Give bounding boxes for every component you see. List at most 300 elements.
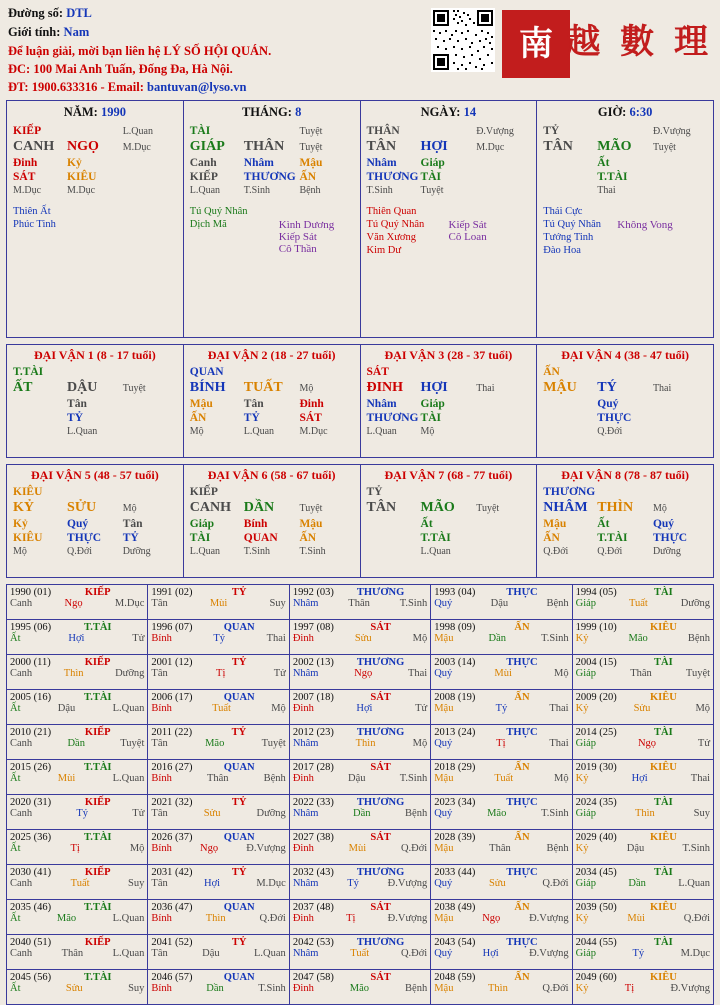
year-stem: Canh (10, 738, 33, 749)
year-fate: L.Quan (112, 948, 145, 959)
year-branch: Mão (349, 983, 370, 994)
year-fate: Tử (132, 808, 145, 819)
year-hidden-star-1: SÁT (13, 171, 36, 183)
year-cell[interactable] (431, 865, 572, 899)
year-fate: Mộ (554, 668, 569, 679)
luck-pillar-2 (184, 345, 361, 457)
year-cell[interactable] (148, 935, 289, 969)
luck-6-fate: Tuyệt (299, 503, 323, 514)
year-label: 2019 (30) (575, 762, 617, 773)
year-star: THƯƠNG (356, 727, 405, 738)
year-star: ẤN (514, 762, 530, 773)
year-branch: Mùi (209, 598, 228, 609)
year-stem: Mậu (434, 703, 454, 714)
year-cell[interactable] (7, 935, 148, 969)
year-star: KIÊU (649, 972, 677, 983)
year-cell[interactable] (148, 830, 289, 864)
month-hidden-star-1: KIẾP (189, 171, 218, 183)
hour-spirit-1: Thái Cực (543, 206, 583, 217)
year-stem: Nhâm (292, 738, 319, 749)
gender-label: Giới tính: (8, 25, 61, 39)
year-label: 2009 (20) (575, 692, 617, 703)
year-fate: Thai (690, 773, 711, 784)
luck-pillar-6 (184, 465, 361, 577)
luck-5-hidden-1: Kỷ (13, 518, 28, 530)
year-cell[interactable] (7, 690, 148, 724)
year-branch: Mùi (494, 668, 512, 679)
year-cell[interactable] (148, 970, 289, 1004)
year-label: 2033 (44) (434, 867, 476, 878)
hour-spirit-3: Tướng Tinh (543, 232, 594, 243)
year-stem: Giáp (575, 598, 597, 609)
luck-8-fate: Mộ (652, 503, 667, 514)
luck-5-sfate-2: Q.Đới (67, 546, 93, 557)
year-branch: Mão (628, 633, 648, 644)
year-branch: Tý (495, 703, 508, 714)
year-branch: Sửu (65, 983, 83, 994)
day-hidden-star-1: THƯƠNG (366, 171, 419, 183)
luck-6-top: KIẾP (189, 486, 218, 498)
year-star: TÀI (654, 587, 673, 598)
month-hidden-3: Mậu (299, 157, 323, 169)
year-label: 2047 (58) (292, 972, 334, 983)
year-stem: Bính (151, 633, 172, 644)
year-cell[interactable] (573, 585, 713, 619)
luck-pillar-3 (361, 345, 538, 457)
year-cell[interactable] (7, 795, 148, 829)
year-cell[interactable] (290, 620, 431, 654)
luck-5-star-3: TỶ (122, 532, 139, 544)
year-stem: Nhâm (292, 598, 319, 609)
year-label: 2017 (28) (292, 762, 334, 773)
year-label: 2000 (11) (10, 657, 51, 668)
year-cell[interactable] (7, 585, 148, 619)
luck-4-title: ĐẠI VẬN 4 (38 - 47 tuổi) (561, 348, 690, 362)
year-stem: Quý (434, 738, 453, 749)
year-cell[interactable] (431, 900, 572, 934)
year-cell[interactable] (431, 760, 572, 794)
luck-5-fate: Mộ (122, 503, 137, 514)
year-cell[interactable] (7, 865, 148, 899)
year-label: 1992 (03) (292, 587, 334, 598)
luck-7-top: TỶ (366, 486, 383, 498)
year-cell[interactable] (573, 655, 713, 689)
year-cell[interactable] (431, 655, 572, 689)
pillar-month (184, 101, 361, 337)
year-fate: Q.Đới (683, 913, 711, 924)
year-fate: Tuyệt (120, 738, 145, 749)
year-cell[interactable] (431, 795, 572, 829)
luck-8-title: ĐẠI VẬN 8 (78 - 87 tuổi) (561, 468, 690, 482)
year-star: T.TÀI (84, 832, 112, 843)
year-fate: Tử (415, 703, 428, 714)
year-label: 2018 (29) (434, 762, 476, 773)
year-branch: Dần (67, 738, 85, 749)
year-cell[interactable] (7, 620, 148, 654)
year-stem: CANH (13, 139, 55, 154)
year-star: KIÊU (649, 902, 677, 913)
year-branch: Tị (624, 983, 635, 994)
pillar-hour (537, 101, 713, 337)
luck-7-stem: TÂN (366, 500, 397, 515)
year-stem: Giáp (575, 808, 597, 819)
year-stem: Tân (151, 598, 168, 609)
year-branch: Thìn (355, 738, 376, 749)
year-fate: Mộ (271, 703, 286, 714)
year-star: TỶ (231, 587, 247, 598)
year-cell[interactable] (290, 970, 431, 1004)
year-cell[interactable] (290, 830, 431, 864)
pillar-hour-label: GIỜ: (597, 105, 627, 119)
year-cell[interactable] (573, 725, 713, 759)
luck-2-hidden-1: Mậu (189, 398, 213, 410)
year-label: 2046 (57) (151, 972, 193, 983)
month-spirit-bad-1: Kình Dương (278, 219, 335, 231)
day-spirit-bad-1: Kiếp Sát (448, 219, 487, 231)
year-star: TỶ (231, 867, 247, 878)
year-cell[interactable] (431, 725, 572, 759)
year-cell[interactable] (573, 865, 713, 899)
year-label: 2037 (48) (292, 902, 334, 913)
year-fate: Q.Đới (400, 948, 428, 959)
year-fate: Q.Đới (542, 983, 569, 994)
year-fate: Thai (549, 703, 569, 714)
year-branch: Tuất (212, 703, 231, 714)
year-star: THỰC (506, 727, 538, 738)
year-label: 2025 (36) (10, 832, 52, 843)
year-cell[interactable] (290, 795, 431, 829)
year-label: 1994 (05) (575, 587, 617, 598)
year-stem: Tân (151, 738, 168, 749)
luck-8-hidden-1: Mậu (543, 518, 567, 530)
year-cell[interactable] (148, 760, 289, 794)
year-stem: Ất (10, 703, 21, 714)
luck-5-sfate-1: Mộ (13, 546, 27, 557)
qr-code-icon (431, 8, 495, 72)
year-label: 2004 (15) (575, 657, 617, 668)
year-label: 2032 (43) (292, 867, 334, 878)
year-star: T.TÀI (84, 692, 112, 703)
year-cell[interactable] (431, 830, 572, 864)
year-cell[interactable] (290, 585, 431, 619)
hour-spirit-4: Đào Hoa (543, 245, 581, 256)
luck-3-title: ĐẠI VẬN 3 (28 - 37 tuổi) (384, 348, 513, 362)
year-label: 2013 (24) (434, 727, 476, 738)
luck-3-fate: Thai (476, 383, 495, 394)
luck-5-sfate-3: Dưỡng (122, 546, 151, 557)
year-branch: Dậu (626, 843, 645, 854)
year-cell[interactable] (573, 970, 713, 1004)
luck-7-title: ĐẠI VẬN 7 (68 - 77 tuổi) (384, 468, 513, 482)
year-cell[interactable] (573, 900, 713, 934)
year-star: TÀI (654, 797, 673, 808)
year-label: 2010 (21) (10, 727, 52, 738)
road-value: DTL (66, 6, 92, 20)
year-stem: Kỷ (575, 983, 589, 994)
year-stem: Kỷ (575, 843, 589, 854)
year-fate: Mộ (554, 773, 569, 784)
luck-pillar-1 (7, 345, 184, 457)
year-stem: Nhâm (292, 668, 319, 679)
year-hidden-star-2: KIÊU (67, 171, 97, 183)
year-fate: Đ.Vượng (246, 843, 286, 854)
hour-hidden-2: Ất (597, 157, 610, 169)
year-fate: Mộ (412, 633, 428, 644)
year-label: 1996 (07) (151, 622, 193, 633)
year-label: 2039 (50) (575, 902, 617, 913)
year-cell[interactable] (148, 795, 289, 829)
year-stem: Quý (434, 948, 453, 959)
year-branch: Thìn (487, 983, 508, 994)
year-star: THƯƠNG (356, 797, 405, 808)
year-star: KIẾP (84, 657, 111, 668)
luck-7-star-2: T.TÀI (420, 532, 451, 544)
annual-years-table (6, 584, 714, 1005)
year-branch: Sửu (354, 633, 372, 644)
year-stem: Đinh (292, 633, 314, 644)
year-stem: Tân (151, 668, 168, 679)
year-branch: Hợi (631, 773, 648, 784)
year-cell[interactable] (573, 690, 713, 724)
year-branch: NGỌ (67, 139, 99, 154)
luck-6-hidden-2: Bính (243, 518, 268, 530)
year-fate: Bệnh (405, 808, 428, 819)
year-stem: Canh (10, 598, 33, 609)
year-fate: Mộ (412, 738, 428, 749)
month-hidden-2: Nhâm (243, 157, 274, 169)
day-hidden-star-2: TÀI (420, 171, 441, 183)
luck-1-branch: DẬU (67, 380, 98, 395)
year-branch: Tuất (494, 773, 514, 784)
year-cell[interactable] (7, 830, 148, 864)
year-cell[interactable] (148, 585, 289, 619)
year-star: THỰC (506, 937, 538, 948)
year-label: 2035 (46) (10, 902, 52, 913)
year-star: SÁT (370, 972, 391, 983)
day-spirit-2: Tú Quý Nhân (366, 219, 425, 230)
year-fate: Tử (273, 668, 286, 679)
year-label: 2016 (27) (151, 762, 193, 773)
year-label: 2040 (51) (10, 937, 52, 948)
year-star: TỶ (231, 657, 247, 668)
year-label: 2015 (26) (10, 762, 52, 773)
year-cell[interactable] (290, 865, 431, 899)
contact-line-1: Để luận giải, mời bạn liên hệ LÝ SỐ HỘI QUÁN. (8, 44, 272, 58)
year-star: TÀI (654, 867, 673, 878)
year-star: QUAN (223, 902, 255, 913)
year-fate: L.Quan (112, 913, 145, 924)
year-cell[interactable] (573, 935, 713, 969)
hour-hidden-star-2: T.TÀI (597, 171, 628, 183)
luck-pillar-7 (361, 465, 538, 577)
luck-4-star-2: THỰC (597, 412, 632, 424)
year-cell[interactable] (431, 970, 572, 1004)
luck-7-branch: MÃO (420, 500, 455, 515)
luck-8-hidden-3: Quý (652, 518, 675, 530)
year-branch: Thìn (63, 668, 84, 679)
year-cell[interactable] (290, 900, 431, 934)
day-spirit-1: Thiên Quan (366, 206, 417, 217)
year-fate: Tử (697, 738, 711, 749)
luck-7-hidden-2: Ất (420, 518, 433, 530)
year-fate: T.Sinh (399, 773, 428, 784)
year-cell[interactable] (573, 830, 713, 864)
year-cell[interactable] (7, 900, 148, 934)
year-cell[interactable] (431, 935, 572, 969)
luck-3-top: SÁT (366, 366, 389, 378)
year-branch: Thân (630, 668, 652, 679)
year-stem: Đinh (292, 843, 314, 854)
luck-1-title: ĐẠI VẬN 1 (8 - 17 tuổi) (33, 348, 156, 362)
year-label: 1990 (01) (10, 587, 52, 598)
year-stem: Kỷ (575, 913, 589, 924)
year-cell[interactable] (7, 970, 148, 1004)
year-stem: Quý (434, 668, 453, 679)
luck-2-star-1: ẤN (189, 412, 207, 424)
year-fate: Thai (549, 738, 569, 749)
luck-2-sfate-1: Mộ (189, 426, 204, 437)
year-cell[interactable] (573, 795, 713, 829)
year-cell[interactable] (573, 760, 713, 794)
year-star: T.TÀI (84, 902, 112, 913)
year-cell[interactable] (148, 690, 289, 724)
year-cell[interactable] (431, 620, 572, 654)
luck-8-star-2: T.TÀI (597, 532, 628, 544)
year-fate: L.Quan (678, 878, 711, 889)
year-cell[interactable] (431, 585, 572, 619)
luck-6-sfate-3: T.Sinh (299, 546, 326, 557)
year-stem: Giáp (575, 738, 597, 749)
luck-2-branch: TUẤT (243, 380, 283, 395)
year-label: 2008 (19) (434, 692, 476, 703)
luck-6-star-1: TÀI (189, 532, 211, 544)
month-spirit-bad-3: Cô Thần (278, 243, 317, 255)
year-fate: Suy (128, 983, 145, 994)
day-branch-fate: M.Dục (476, 142, 505, 153)
year-label: 2028 (39) (434, 832, 476, 843)
year-cell[interactable] (148, 725, 289, 759)
year-star: THỰC (506, 587, 538, 598)
year-label: 2021 (32) (151, 797, 193, 808)
year-cell[interactable] (148, 655, 289, 689)
luck-8-top: THƯƠNG (543, 486, 596, 498)
month-spirits-bad (279, 219, 334, 255)
luck-6-hidden-3: Mậu (299, 518, 323, 530)
luck-1-sfate-2: L.Quan (67, 426, 98, 437)
year-cell[interactable] (148, 620, 289, 654)
year-fate: Bệnh (263, 773, 286, 784)
year-label: 2031 (42) (151, 867, 193, 878)
year-stem: Ất (10, 983, 21, 994)
year-stem: Đinh (292, 773, 314, 784)
year-cell[interactable] (148, 900, 289, 934)
year-label: 2024 (35) (575, 797, 617, 808)
day-stem: TÂN (366, 139, 397, 154)
year-label: 2023 (34) (434, 797, 476, 808)
year-fate: Mộ (129, 843, 145, 854)
luck-8-sfate-2: Q.Đới (597, 546, 623, 557)
year-spirit-2: Phúc Tinh (13, 219, 56, 230)
year-cell[interactable] (290, 655, 431, 689)
luck-6-hidden-1: Giáp (189, 518, 215, 530)
pillar-month-value: 8 (295, 105, 302, 119)
year-cell[interactable] (573, 620, 713, 654)
luck-3-star-2: TÀI (420, 412, 441, 424)
luck-2-hidden-3: Đinh (299, 398, 324, 410)
year-star: THỰC (506, 657, 538, 668)
year-cell[interactable] (290, 690, 431, 724)
month-branch-fate: Tuyệt (299, 142, 323, 153)
month-hidden-1: Canh (189, 157, 217, 169)
year-star: T.TÀI (84, 762, 112, 773)
year-fate: Q.Đới (400, 843, 428, 854)
year-star: TỶ (231, 727, 247, 738)
year-hidden-1: Đinh (13, 157, 38, 169)
year-cell[interactable] (290, 725, 431, 759)
pillar-day-title (367, 105, 531, 120)
year-branch: Thân (61, 948, 84, 959)
year-stem: Canh (10, 668, 33, 679)
year-fate: Bệnh (546, 843, 569, 854)
year-branch: Ngọ (200, 843, 219, 854)
year-cell[interactable] (431, 690, 572, 724)
year-stem: Bính (151, 773, 172, 784)
year-cell[interactable] (7, 725, 148, 759)
pillar-day-value: 14 (463, 105, 477, 119)
hour-spirits-bad (617, 219, 673, 231)
year-spirit-1: Thiên Ất (13, 206, 51, 217)
luck-5-title: ĐẠI VẬN 5 (48 - 57 tuổi) (30, 468, 159, 482)
year-cell[interactable] (7, 655, 148, 689)
year-label: 2043 (54) (434, 937, 476, 948)
year-branch: Ngọ (354, 668, 373, 679)
year-star: SÁT (370, 762, 391, 773)
luck-3-sfate-2: Mộ (420, 426, 435, 437)
luck-8-hidden-2: Ất (597, 518, 610, 530)
year-label: 2005 (16) (10, 692, 52, 703)
years-row (7, 725, 713, 760)
year-cell[interactable] (290, 760, 431, 794)
year-label: 2041 (52) (151, 937, 193, 948)
year-branch: Mão (205, 738, 225, 749)
year-fate: Đ.Vượng (529, 913, 569, 924)
year-fate: T.Sinh (682, 843, 711, 854)
luck-2-sfate-3: M.Dục (299, 426, 328, 437)
year-star: QUAN (223, 622, 255, 633)
year-fate: Suy (128, 878, 145, 889)
year-star: THỰC (506, 797, 538, 808)
year-stem: Giáp (575, 948, 597, 959)
year-star: T.TÀI (84, 622, 112, 633)
year-label: 2042 (53) (292, 937, 334, 948)
year-cell[interactable] (290, 935, 431, 969)
hour-spirit-2: Tú Quý Nhân (543, 219, 601, 230)
year-label: 2012 (23) (292, 727, 334, 738)
year-stem: Bính (151, 703, 172, 714)
luck-2-hidden-2: Tân (243, 398, 264, 410)
pillar-day (361, 101, 538, 337)
luck-pillars-row-2 (6, 464, 714, 578)
year-label: 2048 (59) (434, 972, 476, 983)
year-cell[interactable] (7, 760, 148, 794)
year-branch: Dậu (348, 773, 366, 784)
month-spirit-1: Tú Quý Nhân (189, 206, 248, 217)
pillar-year-title (13, 105, 177, 120)
brand-seal (502, 10, 570, 78)
luck-6-star-2: QUAN (243, 532, 278, 544)
year-stem: Mậu (434, 773, 454, 784)
year-cell[interactable] (148, 865, 289, 899)
